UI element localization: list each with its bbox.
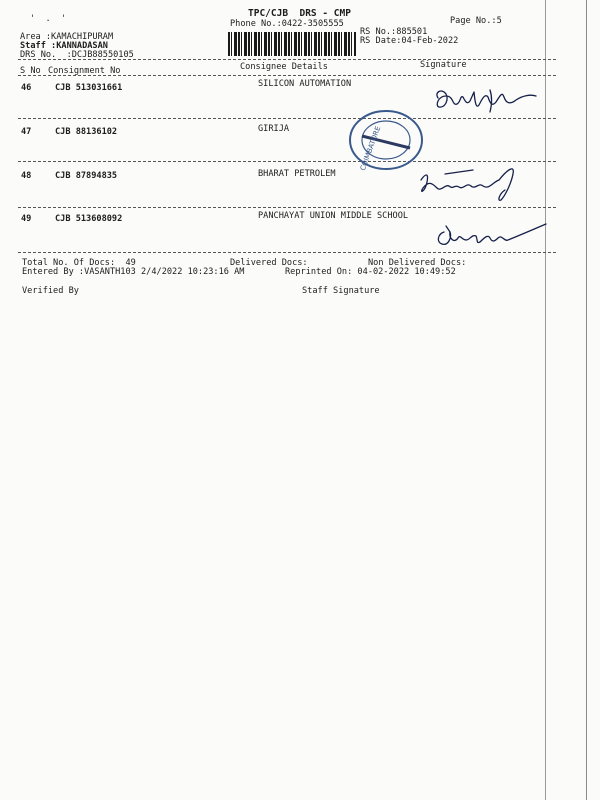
document-title: TPC/CJB DRS - CMP bbox=[248, 8, 351, 19]
barcode bbox=[228, 32, 356, 56]
phone-number: Phone No.:0422-3505555 bbox=[230, 19, 344, 29]
total-docs: Total No. Of Docs: 49 bbox=[22, 258, 136, 268]
signature-row-48 bbox=[415, 160, 525, 204]
row-consignee: PANCHAYAT UNION MIDDLE SCHOOL bbox=[258, 211, 409, 221]
row-consignment: CJB 513031661 bbox=[55, 83, 123, 93]
row-consignee: SILICON AUTOMATION bbox=[258, 79, 352, 89]
column-consignment: Consignment No bbox=[48, 66, 121, 76]
header-rule bbox=[18, 59, 556, 60]
row-sno: 47 bbox=[21, 127, 32, 137]
column-signature: Signature bbox=[420, 60, 467, 70]
row-sno: 46 bbox=[21, 83, 32, 93]
rs-number: RS No.:885501 bbox=[360, 27, 428, 37]
area-field: Area :KAMACHIPURAM bbox=[20, 32, 114, 42]
signature-row-49 bbox=[432, 220, 552, 254]
scan-edge-line bbox=[545, 0, 546, 800]
scan-edge-line bbox=[586, 0, 587, 800]
staff-signature-label: Staff Signature bbox=[302, 286, 380, 296]
column-rule bbox=[18, 75, 556, 76]
row-rule bbox=[18, 207, 556, 208]
stamp-text: COIMBATORE bbox=[358, 125, 383, 172]
top-marks: ' . ' bbox=[30, 14, 67, 24]
signature-row-46 bbox=[430, 82, 540, 118]
row-consignee: GIRIJA bbox=[258, 124, 290, 134]
non-delivered-docs: Non Delivered Docs: bbox=[368, 258, 467, 268]
row-consignment: CJB 88136102 bbox=[55, 127, 118, 137]
row-consignment: CJB 87894835 bbox=[55, 171, 118, 181]
entered-by: Entered By :VASANTH103 2/4/2022 10:23:16 AM bbox=[22, 267, 245, 277]
row-sno: 48 bbox=[21, 171, 32, 181]
verified-by: Verified By bbox=[22, 286, 79, 296]
reprinted-on: Reprinted On: 04-02-2022 10:49:52 bbox=[285, 267, 456, 277]
row-rule bbox=[18, 118, 556, 119]
row-consignment: CJB 513608092 bbox=[55, 214, 123, 224]
rs-date: RS Date:04-Feb-2022 bbox=[360, 36, 459, 46]
column-sno: S No bbox=[20, 66, 41, 76]
drs-number: DRS No. :DCJB88550105 bbox=[20, 50, 134, 60]
page-number: Page No.:5 bbox=[450, 16, 502, 26]
row-consignee: BHARAT PETROLEM bbox=[258, 169, 336, 179]
delivered-docs: Delivered Docs: bbox=[230, 258, 308, 268]
staff-field: Staff :KANNADASAN bbox=[20, 41, 108, 51]
row-sno: 49 bbox=[21, 214, 32, 224]
column-consignee: Consignee Details bbox=[240, 62, 328, 72]
